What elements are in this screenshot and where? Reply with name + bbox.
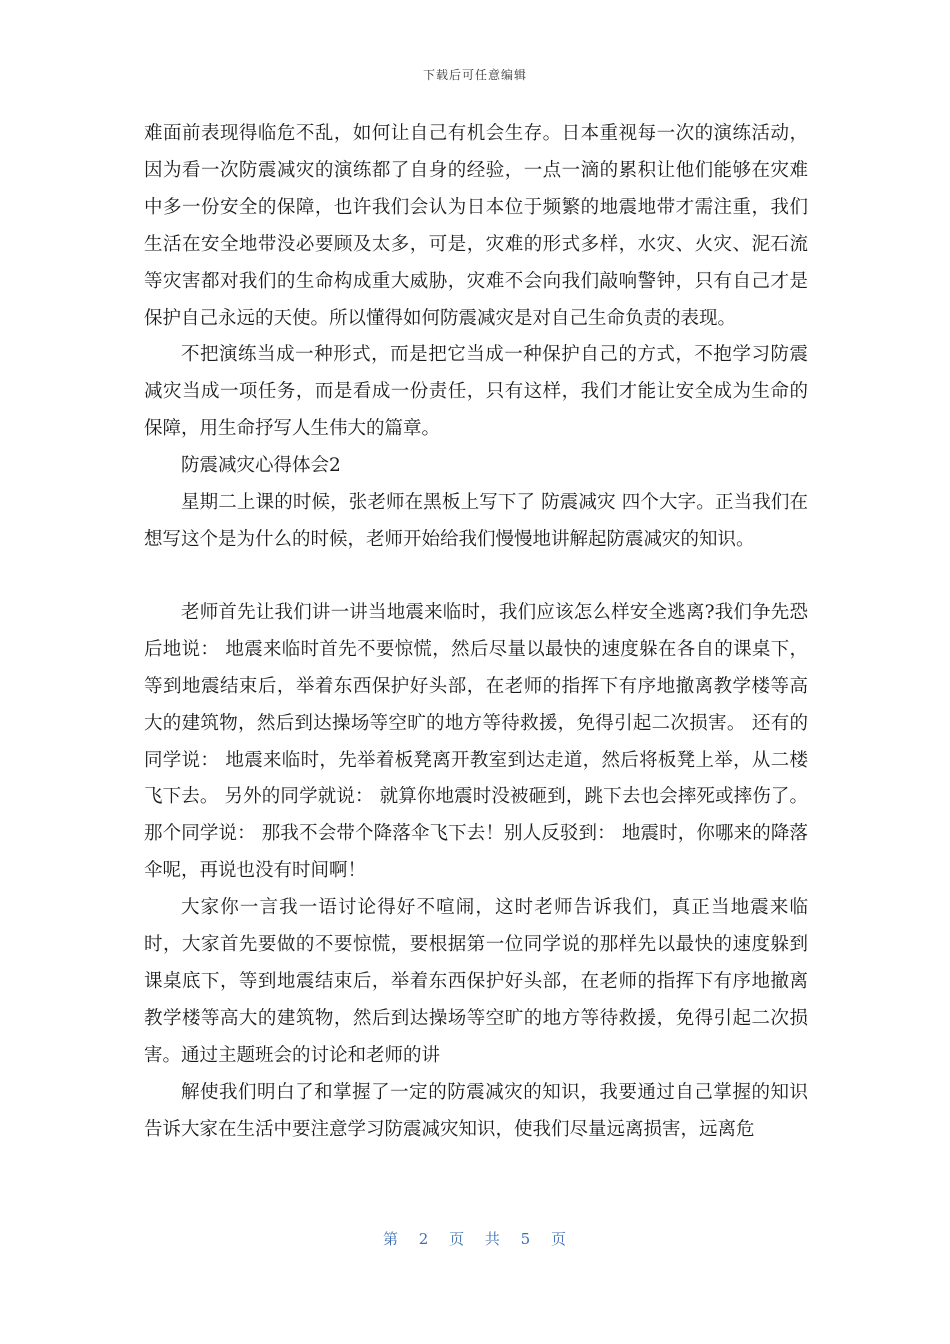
blank-line — [144, 559, 808, 595]
section-heading: 防震减灾心得体会2 — [181, 455, 341, 477]
paragraph: 不把演练当成一种形式，而是把它当成一种保护自己的方式，不抱学习防震减灾当成一项任务，而是看成一份责任，只有这样，我们才能让安全成为生命的保障，用生命抒写人生伟大的篇章。 — [144, 344, 808, 440]
paragraph: 星期二上课的时候，张老师在黑板上写下了 防震减灾 四个大字。正当我们在想写这个是为什么的时候，老师开始给我们慢慢地讲解起防震减灾的知识。 — [144, 492, 808, 550]
paragraph: 大家你一言我一语讨论得好不喧闹，这时老师告诉我们，真正当地震来临时，大家首先要做的不要惊慌，要根据第一位同学说的那样先以最快的速度躲到课桌底下，等到地震结束后，举着东西保护好头部，在老师的指挥下有序地撤离教学楼等高大的建筑物，然后到达操场等空旷的地方等待救援，免得引起二次损害。通过主题班会的讨论和老师的讲 — [144, 897, 808, 1066]
paragraph-continued: 难面前表现得临危不乱，如何让自己有机会生存。日本重视每一次的演练活动，因为看一次防震减灾的演练都了自身的经验，一点一滴的累积让他们能够在灾难中多一份安全的保障，也许我们会认为日本位于频繁的地震地带才需注重，我们生活在安全地带没必要顾及太多，可是，灾难的形式多样，水灾、火灾、泥石流等灾害都对我们的生命构成重大威胁，灾难不会向我们敲响警钟，只有自己才是保护自己永远的天使。所以懂得如何防震减灾是对自己生命负责的表现。 — [144, 123, 808, 329]
page-footer: 第 2 页 共 5 页 — [383, 1230, 567, 1248]
page-header: 下载后可任意编辑 — [422, 68, 527, 82]
document-body — [144, 116, 808, 1148]
paragraph: 老师首先让我们讲一讲当地震来临时，我们应该怎么样安全逃离?我们争先恐后地说： 地震来临时首先不要惊慌，然后尽量以最快的速度躲在各自的课桌下，等到地震结束后，举着东西保护好头部，在老师的指挥下有序地撤离教学楼等高大的建筑物，然后到达操场等空旷的地方等待救援，免得引起二次损害。 还有的同学说： 地震来临时，先举着板凳离开教室到达走道，然后将板凳上举，从二楼飞下去。 另外的同学就说： 就算你地震时没被砸到，跳下去也会摔死或摔伤了。 那个同学说： 那我不会带个降落伞飞下去！别人反驳到： 地震时，你哪来的降落伞呢，再说也没有时间啊！ — [144, 601, 808, 882]
paragraph: 解使我们明白了和掌握了一定的防震减灾的知识，我要通过自己掌握的知识告诉大家在生活中要注意学习防震减灾知识，使我们尽量远离损害，远离危 — [144, 1081, 808, 1140]
